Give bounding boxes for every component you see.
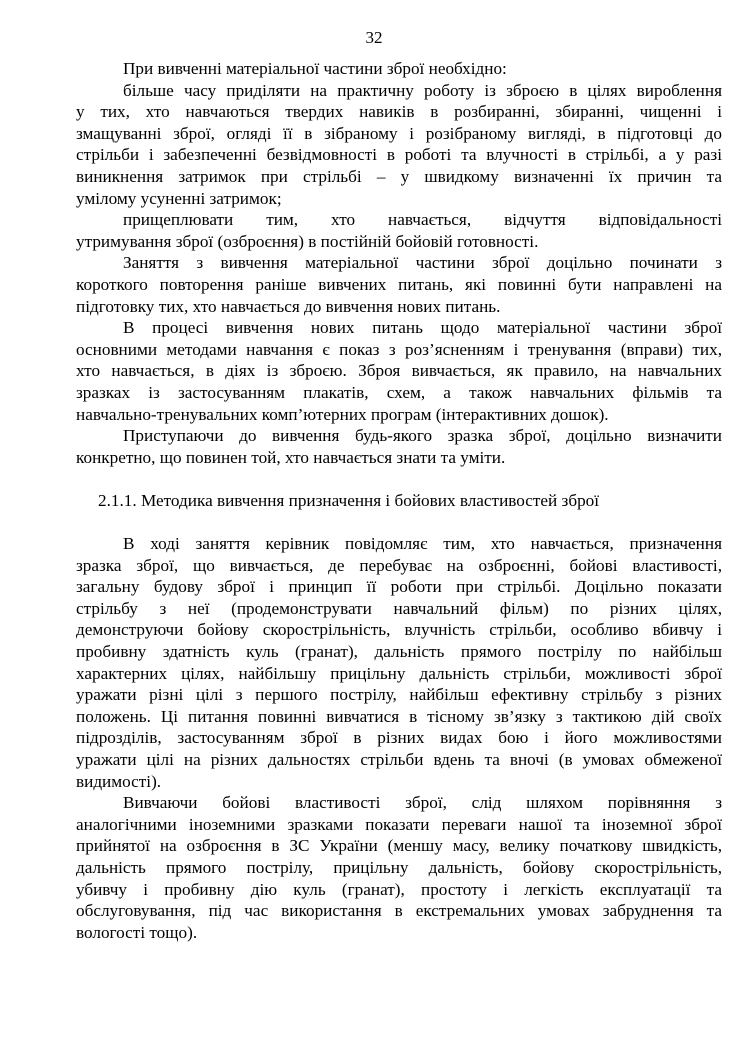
text-line: уражати цілі на різних дальностях стрільби вдень та вночі (в умовах обмеженої (76, 750, 722, 769)
text-line: навчально-тренувальних комп’ютерних програм (інтерактивних дошок). (76, 404, 609, 424)
text-line: зразка зброї, що вивчається, де перебуває на озброєнні, бойові властивості, (76, 555, 722, 575)
paragraph (76, 252, 722, 317)
paragraph (76, 425, 722, 468)
text-line: обслуговування, під час використання в екстремальних умовах забруднення та (76, 901, 722, 921)
paragraph (76, 533, 722, 792)
text-line: підрозділів, застосуванням зброї в різних видах бою і його можливостями (76, 728, 722, 748)
text-line: зразках із застосуванням плакатів, схем, а також навчальних фільмів та (76, 382, 722, 402)
document-body (76, 58, 722, 943)
text-line: основними методами навчання є показ з роз’ясненням і тренування (вправи) тих, (76, 339, 722, 359)
text-line: характерних цілях, найбільшу прицільну дальність стрільби, можливості зброї (76, 663, 722, 683)
text-line: Заняття з вивчення матеріальної частини зброї доцільно починати з (123, 253, 722, 273)
text-line: видимості). (76, 771, 162, 791)
text-line: прищеплювати тим, хто навчається, відчуття відповідальності (123, 210, 722, 230)
text-line: Приступаючи до вивчення будь-якого зразка зброї, доцільно визначити (123, 426, 722, 446)
text-line: демонструючи бойову скорострільність, влучність стрільби, особливо вбивчу і (76, 620, 722, 640)
text-line: у тих, хто навчаються твердих навиків в розбиранні, збиранні, чищенні і (76, 102, 722, 122)
text-line: пробивну здатність куль (гранат), дальність прямого пострілу по найбільш (76, 642, 722, 662)
text-line: умілому усуненні затримок; (76, 188, 282, 208)
text-line: хто навчається, в діях із зброєю. Зброя вивчається, як правило, на навчальних (76, 361, 722, 381)
paragraph (76, 209, 722, 252)
text-line: положень. Ці питання повинні вивчатися в тісному зв’язку з тактикою дій своїх (76, 706, 722, 726)
text-line: вологості тощо). (76, 922, 198, 942)
text-line: уражати різні цілі з першого пострілу, найбільш ефективну стрільбу з різних (76, 685, 722, 705)
text-line: стрільби і забезпеченні безвідмовності в роботі та влучності в стрільбі, а у разі (76, 145, 722, 165)
text-line: виникнення затримок при стрільбі – у швидкому визначенні їх причин та (76, 166, 722, 186)
page-number: 32 (365, 28, 383, 47)
text-line: прийнятої на озброєння в ЗС України (меншу масу, велику початкову швидкість, (76, 836, 722, 856)
text-line: В процесі вивчення нових питань щодо матеріальної частини зброї (123, 318, 722, 338)
text-line: убивчу і пробивну дію куль (гранат), простоту і легкість експлуатації та (76, 879, 722, 899)
text-line: 2.1.1. Методика вивчення призначення і бойових властивостей зброї (98, 490, 600, 510)
text-line: аналогічними іноземними зразками показати переваги нашої та іноземної зброї (76, 814, 722, 834)
text-line: конкретно, що повинен той, хто навчається знати та уміти. (76, 447, 506, 467)
text-line: Вивчаючи бойові властивості зброї, слід шляхом порівняння з (123, 793, 722, 813)
text-line: утримування зброї (озброєння) в постійній бойовій готовності. (76, 231, 539, 251)
text-line: стрільбу з неї (продемонструвати навчальний фільм) по різних цілях, (76, 598, 722, 618)
paragraph (76, 317, 722, 425)
paragraph (76, 58, 722, 80)
text-line: В ході заняття керівник повідомляє тим, хто навчається, призначення (123, 534, 722, 554)
text-line: загальну будову зброї і принцип її роботи при стрільбі. Доцільно показати (76, 577, 722, 597)
text-line: підготовку тих, хто навчається до вивчення нових питань. (76, 296, 501, 316)
text-line: короткого повторення раніше вивчених питань, які повинні бути направлені на (76, 274, 722, 294)
text-line: змащуванні зброї, огляді її в зібраному і розібраному вигляді, в підготовці до (76, 123, 722, 143)
section-heading (76, 490, 722, 512)
text-line: дальність прямого пострілу, прицільну дальність, бойову скорострільність, (76, 857, 722, 877)
text-line: При вивченні матеріальної частини зброї необхідно: (123, 59, 507, 78)
text-line: більше часу приділяти на практичну роботу із зброєю в цілях вироблення (123, 80, 722, 100)
paragraph (76, 792, 722, 943)
paragraph (76, 80, 722, 210)
